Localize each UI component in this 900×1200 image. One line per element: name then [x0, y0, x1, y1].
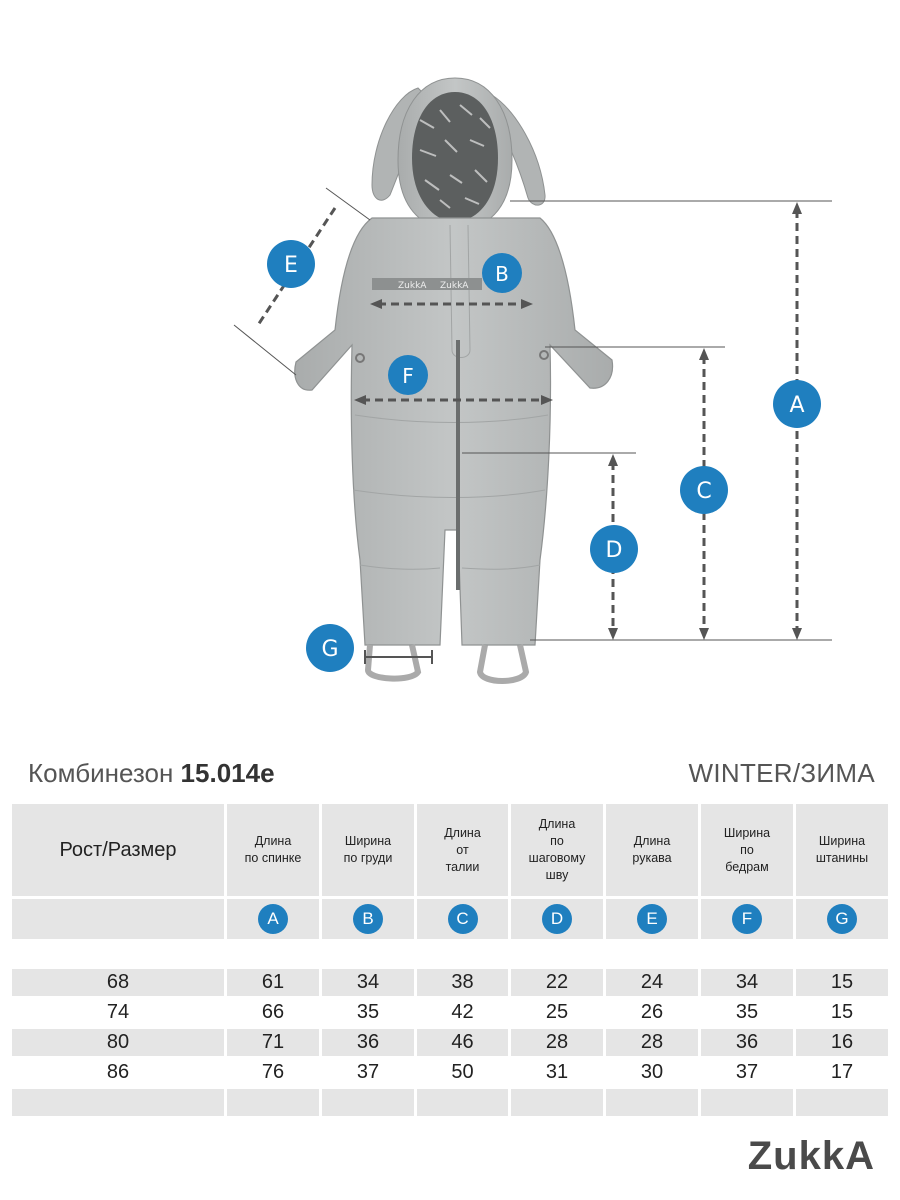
- svg-text:F: F: [402, 364, 414, 388]
- measurement-value: 22: [511, 969, 603, 996]
- product-model: 15.014е: [180, 758, 275, 788]
- column-header-text: по груди: [343, 851, 393, 865]
- measurement-value: 15: [830, 1001, 854, 1023]
- size-column-header: Рост/Размер: [12, 804, 224, 896]
- measurement-value: 31: [545, 1061, 569, 1083]
- season-label: WINTER/ЗИМА: [688, 758, 875, 788]
- measurement-value: 37: [356, 1061, 380, 1083]
- measurement-value: 34: [701, 969, 793, 996]
- empty-cell: [511, 1089, 603, 1116]
- column-header-text: бедрам: [725, 859, 769, 874]
- column-header-d: [511, 804, 603, 896]
- column-header-b: [322, 804, 414, 896]
- measurement-value: 17: [830, 1061, 854, 1083]
- table-row: [12, 969, 888, 996]
- column-header-text: по: [550, 834, 564, 848]
- empty-cell: [606, 1089, 698, 1116]
- measurement-value: 42: [451, 1001, 474, 1023]
- measurement-value: 28: [511, 1029, 603, 1056]
- column-header-text: талии: [445, 859, 480, 874]
- measurement-value: 36: [701, 1029, 793, 1056]
- hood-lining-pattern: [412, 92, 498, 218]
- svg-text:G: G: [321, 637, 339, 662]
- measurement-value: 50: [451, 1061, 474, 1083]
- product-title: [28, 758, 275, 789]
- measurement-value: 61: [227, 969, 319, 996]
- column-header-text: рукава: [632, 851, 672, 865]
- foot-stirrup-right: [480, 645, 526, 681]
- column-letter-badge: B: [353, 904, 383, 934]
- column-header-text: Длина: [538, 817, 576, 831]
- column-header-text: шву: [545, 868, 569, 882]
- product-title-row: [28, 758, 875, 794]
- empty-cell: [796, 1089, 888, 1116]
- column-header-text: Ширина: [344, 834, 392, 848]
- measurement-value: 37: [735, 1061, 759, 1083]
- column-header-g: [796, 804, 888, 896]
- foot-stirrup-left: [368, 645, 418, 679]
- empty-cell: [227, 1089, 319, 1116]
- measurement-value: 76: [261, 1061, 285, 1083]
- size-value: 86: [106, 1061, 130, 1083]
- measurement-value: 35: [735, 1001, 759, 1023]
- measurement-value: 66: [261, 1001, 285, 1023]
- measurement-value: 34: [322, 969, 414, 996]
- column-letter-badge: A: [258, 904, 288, 934]
- measurement-value: 38: [417, 969, 508, 996]
- marker-d: [590, 525, 638, 573]
- empty-cell: [417, 1089, 508, 1116]
- svg-text:ZukkA: ZukkA: [440, 281, 469, 291]
- column-letter-badge: G: [827, 904, 857, 934]
- column-header-text: Длина: [444, 825, 481, 840]
- measurement-value: 46: [417, 1029, 508, 1056]
- column-letter-cell-e: [606, 899, 698, 939]
- column-header-text: по: [740, 842, 754, 857]
- measurement-value: 15: [796, 969, 888, 996]
- column-header-c: [417, 804, 508, 896]
- marker-f: [388, 355, 428, 395]
- measurement-value: 16: [796, 1029, 888, 1056]
- measurement-value: 35: [356, 1001, 380, 1023]
- column-letter-cell-a: [227, 899, 319, 939]
- column-letter-badge: E: [637, 904, 667, 934]
- empty-cell: [12, 1089, 224, 1116]
- brand-logo: ZukkA: [747, 1134, 875, 1178]
- column-header-text: шаговому: [528, 851, 586, 865]
- column-header-text: Длина: [254, 834, 292, 848]
- marker-b: [482, 253, 522, 293]
- column-header-text: от: [456, 842, 469, 857]
- table-spacer: [12, 939, 888, 969]
- column-letter-badge: F: [732, 904, 762, 934]
- measurement-value: 36: [322, 1029, 414, 1056]
- table-row: [12, 1029, 888, 1056]
- table-row: [12, 999, 888, 1026]
- column-header-text: по спинке: [244, 851, 302, 865]
- column-header-a: [227, 804, 319, 896]
- column-header-e: [606, 804, 698, 896]
- measurement-value: 28: [606, 1029, 698, 1056]
- svg-text:B: B: [495, 262, 509, 286]
- marker-a: [773, 380, 821, 428]
- column-letter-badge: D: [542, 904, 572, 934]
- tape-brand-text: ZukkA: [398, 281, 427, 291]
- table-letter-row: [12, 899, 888, 939]
- measurement-value: 26: [640, 1001, 664, 1023]
- table-header-row: [12, 804, 888, 896]
- column-letter-cell-b: [322, 899, 414, 939]
- marker-c: [680, 466, 728, 514]
- svg-text:C: C: [696, 479, 712, 504]
- measurement-value: 25: [545, 1001, 569, 1023]
- measurement-value: 71: [227, 1029, 319, 1056]
- table-empty-row: [12, 1089, 888, 1116]
- column-letter-cell-c: [417, 899, 508, 939]
- product-name-prefix: Комбинезон: [28, 758, 174, 788]
- size-value: 74: [106, 1001, 130, 1023]
- size-value: 68: [12, 969, 224, 996]
- svg-text:A: A: [789, 393, 805, 418]
- column-header-text: Длина: [633, 834, 671, 848]
- column-header-f: [701, 804, 793, 896]
- svg-text:E: E: [284, 253, 298, 278]
- size-value: 80: [12, 1029, 224, 1056]
- letter-row-empty-cell: [12, 899, 224, 939]
- column-letter-cell-g: [796, 899, 888, 939]
- table-row: [12, 1059, 888, 1086]
- marker-g: [306, 624, 354, 672]
- column-letter-badge: C: [448, 904, 478, 934]
- empty-cell: [322, 1089, 414, 1116]
- marker-e: [267, 240, 315, 288]
- measurement-value: 24: [606, 969, 698, 996]
- column-letter-cell-d: [511, 899, 603, 939]
- column-header-text: Ширина: [818, 834, 866, 848]
- column-letter-cell-f: [701, 899, 793, 939]
- column-header-text: штанины: [815, 851, 869, 865]
- column-header-text: Ширина: [723, 825, 771, 840]
- svg-text:D: D: [605, 538, 623, 563]
- empty-cell: [701, 1089, 793, 1116]
- size-chart-table: [12, 804, 888, 1116]
- measurement-value: 30: [640, 1061, 664, 1083]
